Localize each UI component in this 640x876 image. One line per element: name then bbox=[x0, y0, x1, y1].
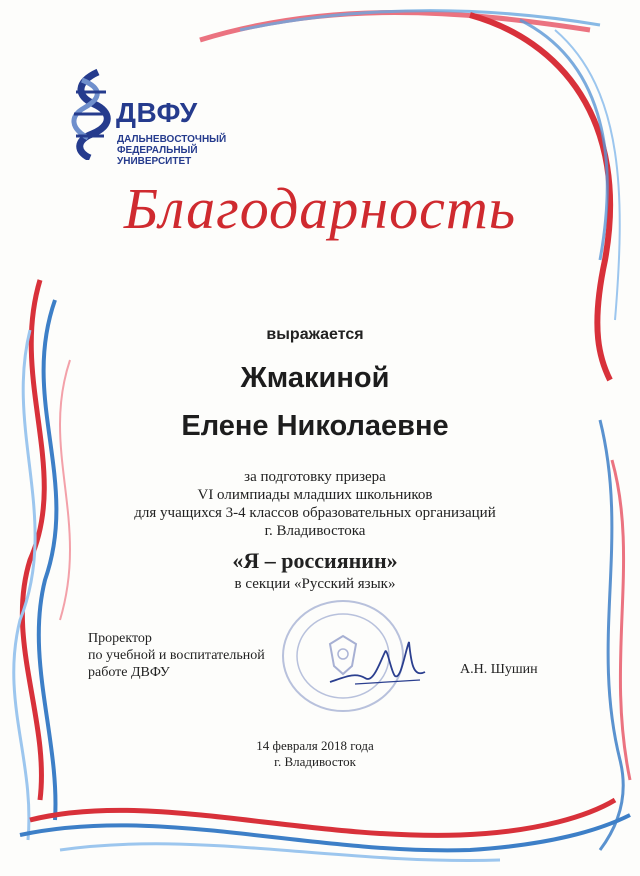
section-name: в секции «Русский язык» bbox=[234, 576, 396, 592]
reason-line-4: г. Владивостока bbox=[264, 523, 366, 539]
logo-abbreviation: ДВФУ bbox=[116, 97, 198, 128]
dvfu-emblem-icon bbox=[66, 68, 116, 160]
dvfu-logo bbox=[66, 68, 236, 167]
recipient-surname: Жмакиной bbox=[240, 362, 390, 394]
reason-line-2: VI олимпиады младших школьников bbox=[197, 487, 433, 503]
handwritten-signature bbox=[325, 632, 435, 692]
issue-date: 14 февраля 2018 года bbox=[256, 738, 374, 753]
signatory-position-line-2: по учебной и воспитательной bbox=[88, 648, 265, 663]
olympiad-name: «Я – россиянин» bbox=[232, 548, 398, 573]
signatory-position bbox=[88, 630, 265, 681]
signatory-name: А.Н. Шушин bbox=[460, 662, 538, 677]
reason-line-1: за подготовку призера bbox=[244, 469, 386, 485]
reason-line-3: для учащихся 3-4 классов образовательных организаций bbox=[134, 505, 496, 521]
logo-full-name bbox=[117, 134, 237, 167]
logo-line-2: ФЕДЕРАЛЬНЫЙ bbox=[117, 145, 198, 156]
award-reason bbox=[0, 468, 630, 540]
issue-place: г. Владивосток bbox=[274, 754, 356, 769]
signatory-position-line-1: Проректор bbox=[88, 631, 152, 646]
expressed-text: выражается bbox=[266, 326, 364, 343]
recipient-given-names: Елене Николаевне bbox=[181, 410, 449, 442]
issue-date-place bbox=[0, 738, 630, 770]
certificate-title: Благодарность bbox=[123, 176, 517, 241]
logo-line-3: УНИВЕРСИТЕТ bbox=[117, 156, 192, 167]
signatory-position-line-3: работе ДВФУ bbox=[88, 665, 170, 680]
logo-line-1: ДАЛЬНЕВОСТОЧНЫЙ bbox=[117, 134, 227, 145]
